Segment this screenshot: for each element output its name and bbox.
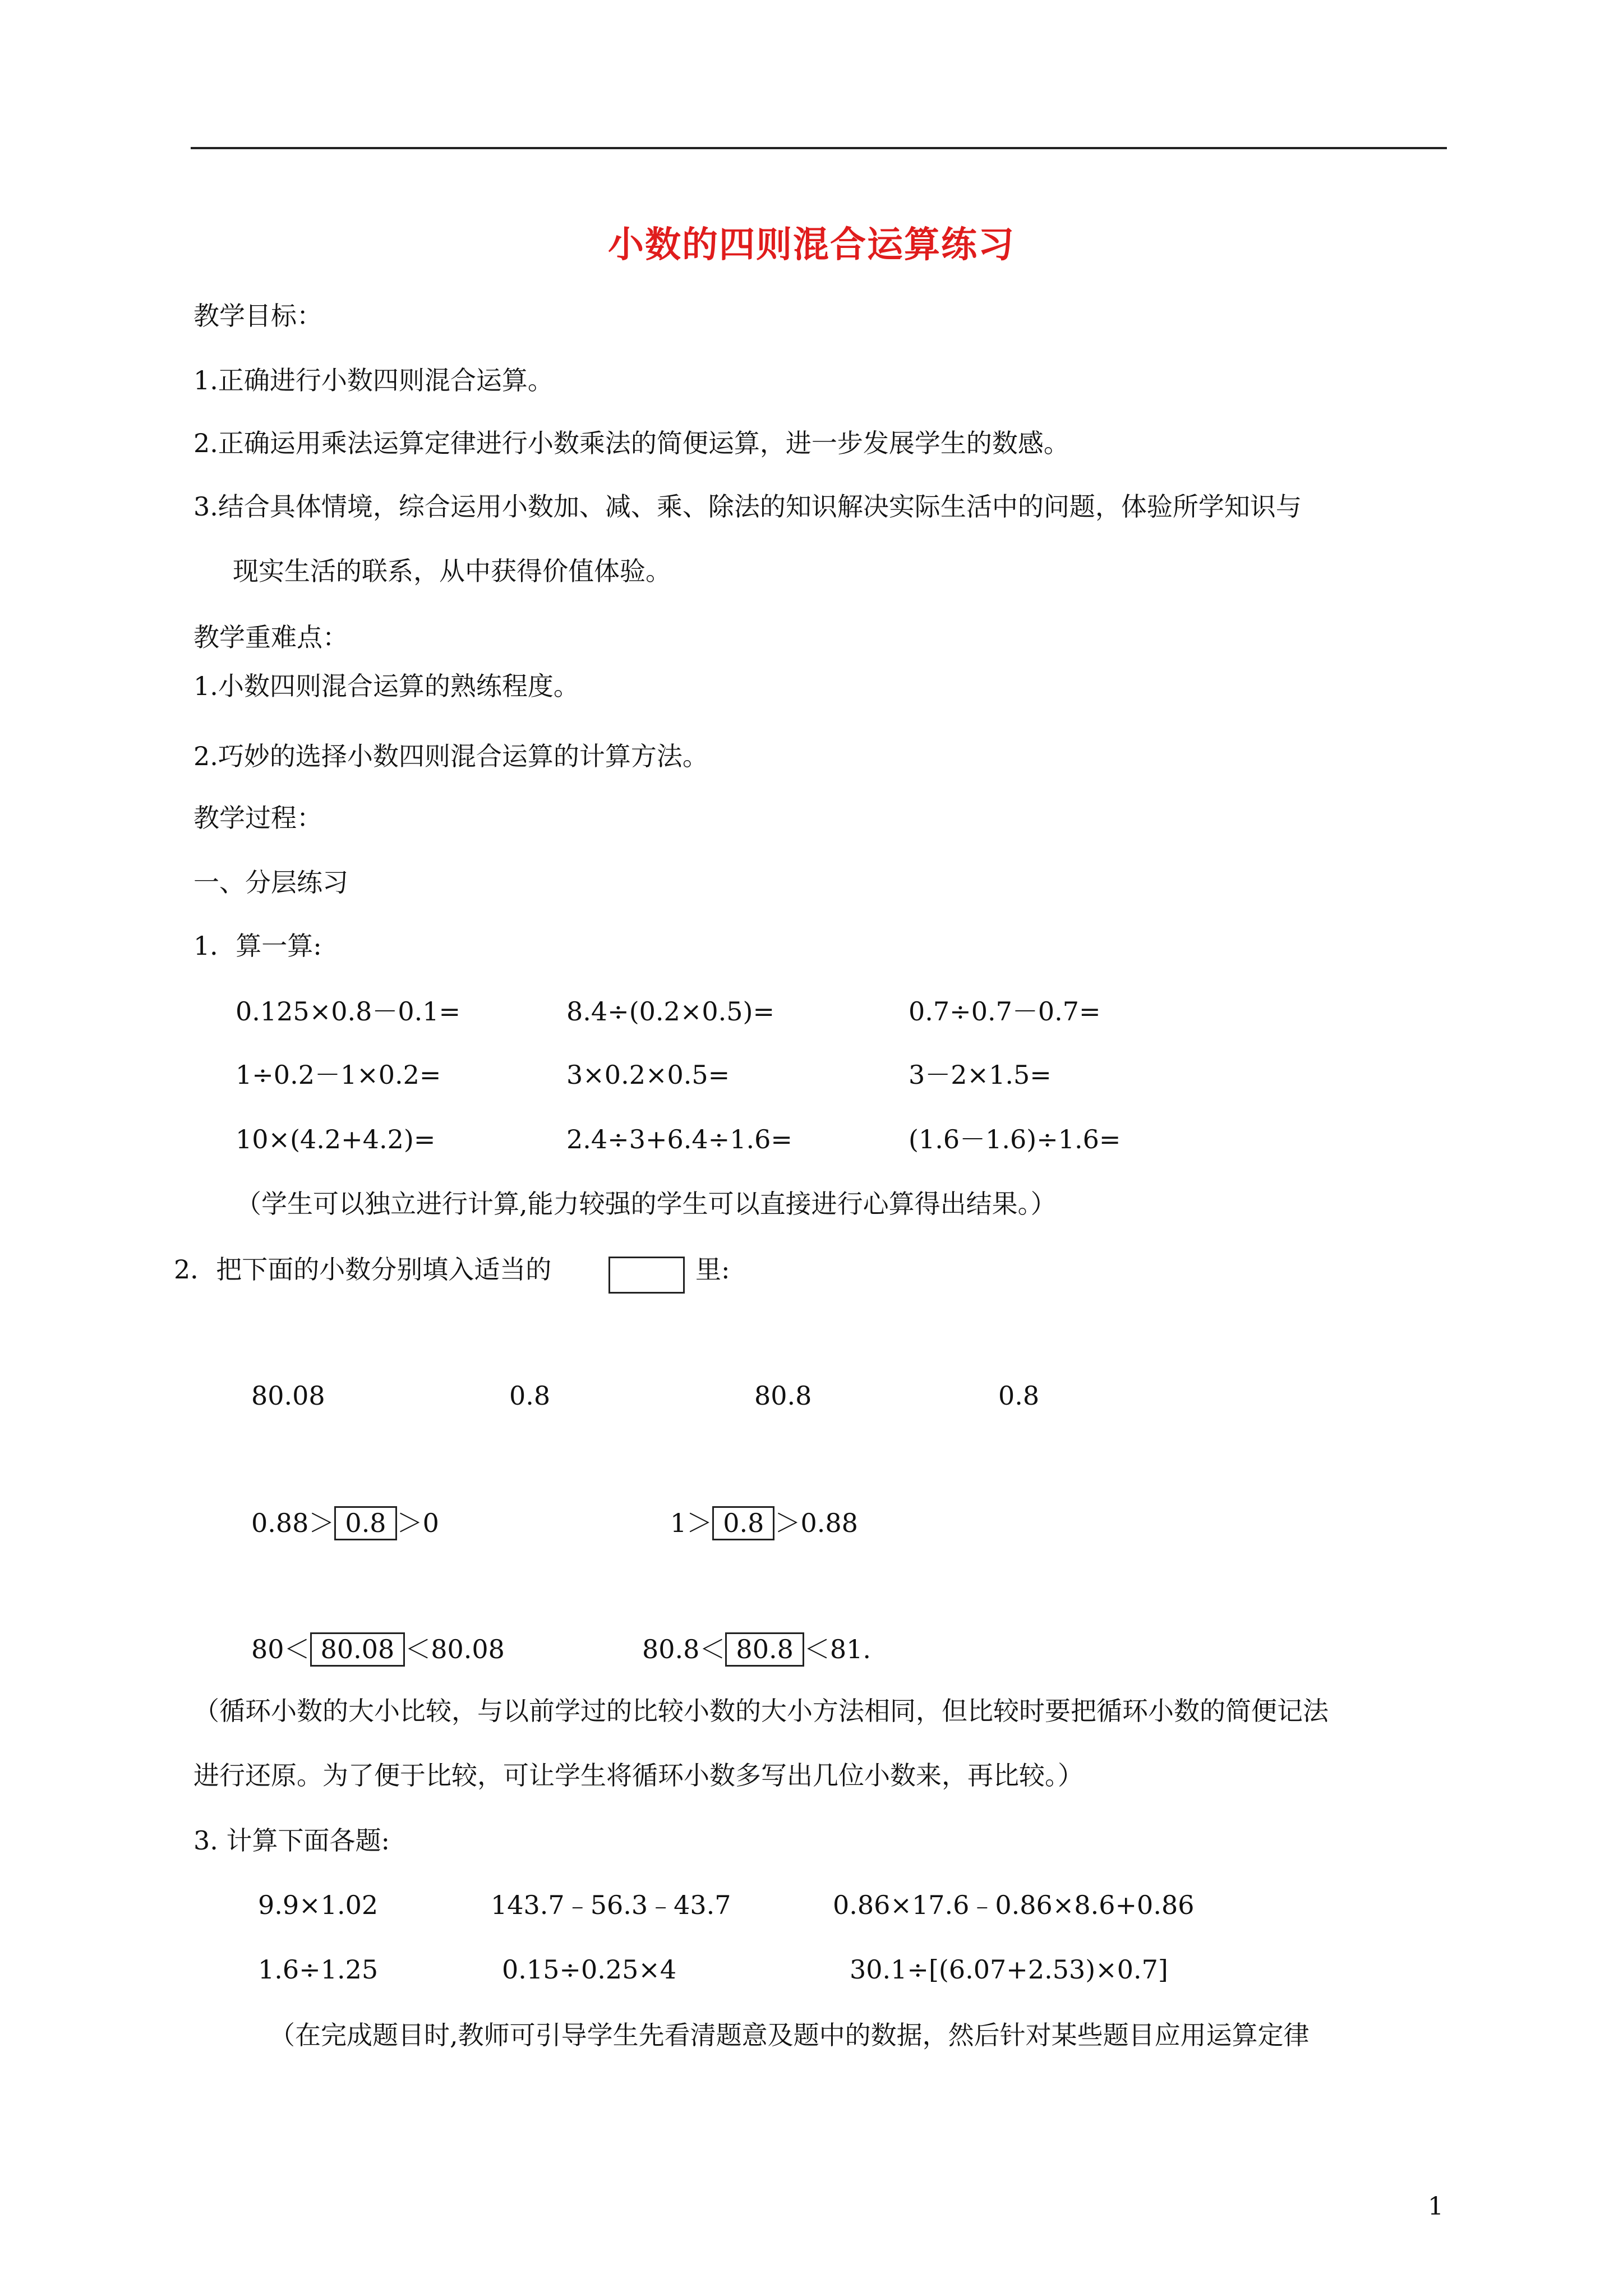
page-title: 小数的四则混合运算练习 (608, 224, 1015, 266)
answer-box: 80.8 (725, 1632, 804, 1667)
inequality (251, 1632, 505, 1667)
objective-item: 1.正确进行小数四则混合运算。 (193, 365, 554, 395)
objectives-heading: 教学目标： (193, 301, 322, 331)
question-3-note: （在完成题目时,教师可引导学生先看清题意及题中的数据，然后针对某些题目应用运算定律 (269, 2020, 1310, 2050)
inequality-left: 1＞ (670, 1508, 713, 1538)
key-point-item: 1.小数四则混合运算的熟练程度。 (193, 671, 579, 701)
inequality-right: ＞0.88 (774, 1508, 858, 1538)
expression: (1.6－1.6)÷1.6= (909, 1124, 1121, 1154)
question-2-label: 2．把下面的小数分别填入适当的 (174, 1254, 552, 1285)
answer-box: 80.08 (310, 1632, 405, 1667)
expression: 3×0.2×0.5= (566, 1060, 730, 1090)
header-rule (191, 147, 1447, 149)
expression: 30.1÷[(6.07+2.53)×0.7] (850, 1954, 1168, 1985)
question-1-note: （学生可以独立进行计算,能力较强的学生可以直接进行心算得出结果。） (236, 1189, 1057, 1219)
inequality-right: ＜81. (804, 1634, 871, 1664)
expression: 0.7÷0.7－0.7= (909, 996, 1101, 1027)
inequality (670, 1506, 858, 1540)
question-2-label-end: 里: (695, 1254, 730, 1285)
expression: 0.86×17.6﹣0.86×8.6+0.86 (833, 1890, 1195, 1920)
expression: 0.125×0.8－0.1= (236, 996, 461, 1027)
expression: 143.7﹣56.3﹣43.7 (491, 1890, 731, 1920)
expression: 3－2×1.5= (909, 1060, 1052, 1090)
question-1-label: 1．算一算: (193, 931, 322, 961)
key-point-item: 2.巧妙的选择小数四则混合运算的计算方法。 (193, 741, 708, 771)
inequality (642, 1632, 871, 1667)
inequality-left: 80＜ (251, 1634, 310, 1664)
answer-box: 0.8 (334, 1506, 396, 1540)
inequality-left: 80.8＜ (642, 1634, 726, 1664)
inequality-left: 0.88＞ (251, 1508, 335, 1538)
page-number: 1 (1428, 2192, 1444, 2221)
number-item: 0.8 (998, 1381, 1040, 1411)
objective-item: 2.正确运用乘法运算定律进行小数乘法的简便运算，进一步发展学生的数感。 (193, 428, 1069, 458)
question-2-note: （循环小数的大小比较，与以前学过的比较小数的大小方法相同，但比较时要把循环小数的简便记法 (193, 1696, 1329, 1726)
inequality (251, 1506, 439, 1540)
expression: 1.6÷1.25 (258, 1954, 379, 1985)
blank-box (608, 1257, 685, 1294)
expression: 2.4÷3+6.4÷1.6= (566, 1124, 792, 1154)
key-points-heading: 教学重难点： (193, 622, 348, 652)
expression: 0.15÷0.25×4 (502, 1954, 677, 1985)
inequality-right: ＜80.08 (405, 1634, 505, 1664)
objective-item: 现实生活的联系，从中获得价值体验。 (233, 556, 671, 586)
answer-box: 0.8 (712, 1506, 774, 1540)
question-2-note: 进行还原。为了便于比较，可让学生将循环小数多写出几位小数来，再比较。） (193, 1760, 1083, 1791)
number-item: 80.08 (251, 1381, 325, 1411)
process-heading: 教学过程： (193, 803, 322, 833)
section-heading: 一、分层练习 (193, 867, 348, 898)
number-item: 0.8 (509, 1381, 551, 1411)
expression: 10×(4.2+4.2)= (236, 1124, 436, 1154)
expression: 9.9×1.02 (258, 1890, 379, 1920)
inequality-right: ＞0 (396, 1508, 439, 1538)
question-3-label: 3. 计算下面各题: (193, 1825, 390, 1856)
objective-item: 3.结合具体情境，综合运用小数加、减、乘、除法的知识解决实际生活中的问题，体验所学知识与 (193, 491, 1302, 522)
expression: 1÷0.2－1×0.2= (236, 1060, 441, 1090)
expression: 8.4÷(0.2×0.5)= (566, 996, 774, 1027)
number-item: 80.8 (754, 1381, 812, 1411)
